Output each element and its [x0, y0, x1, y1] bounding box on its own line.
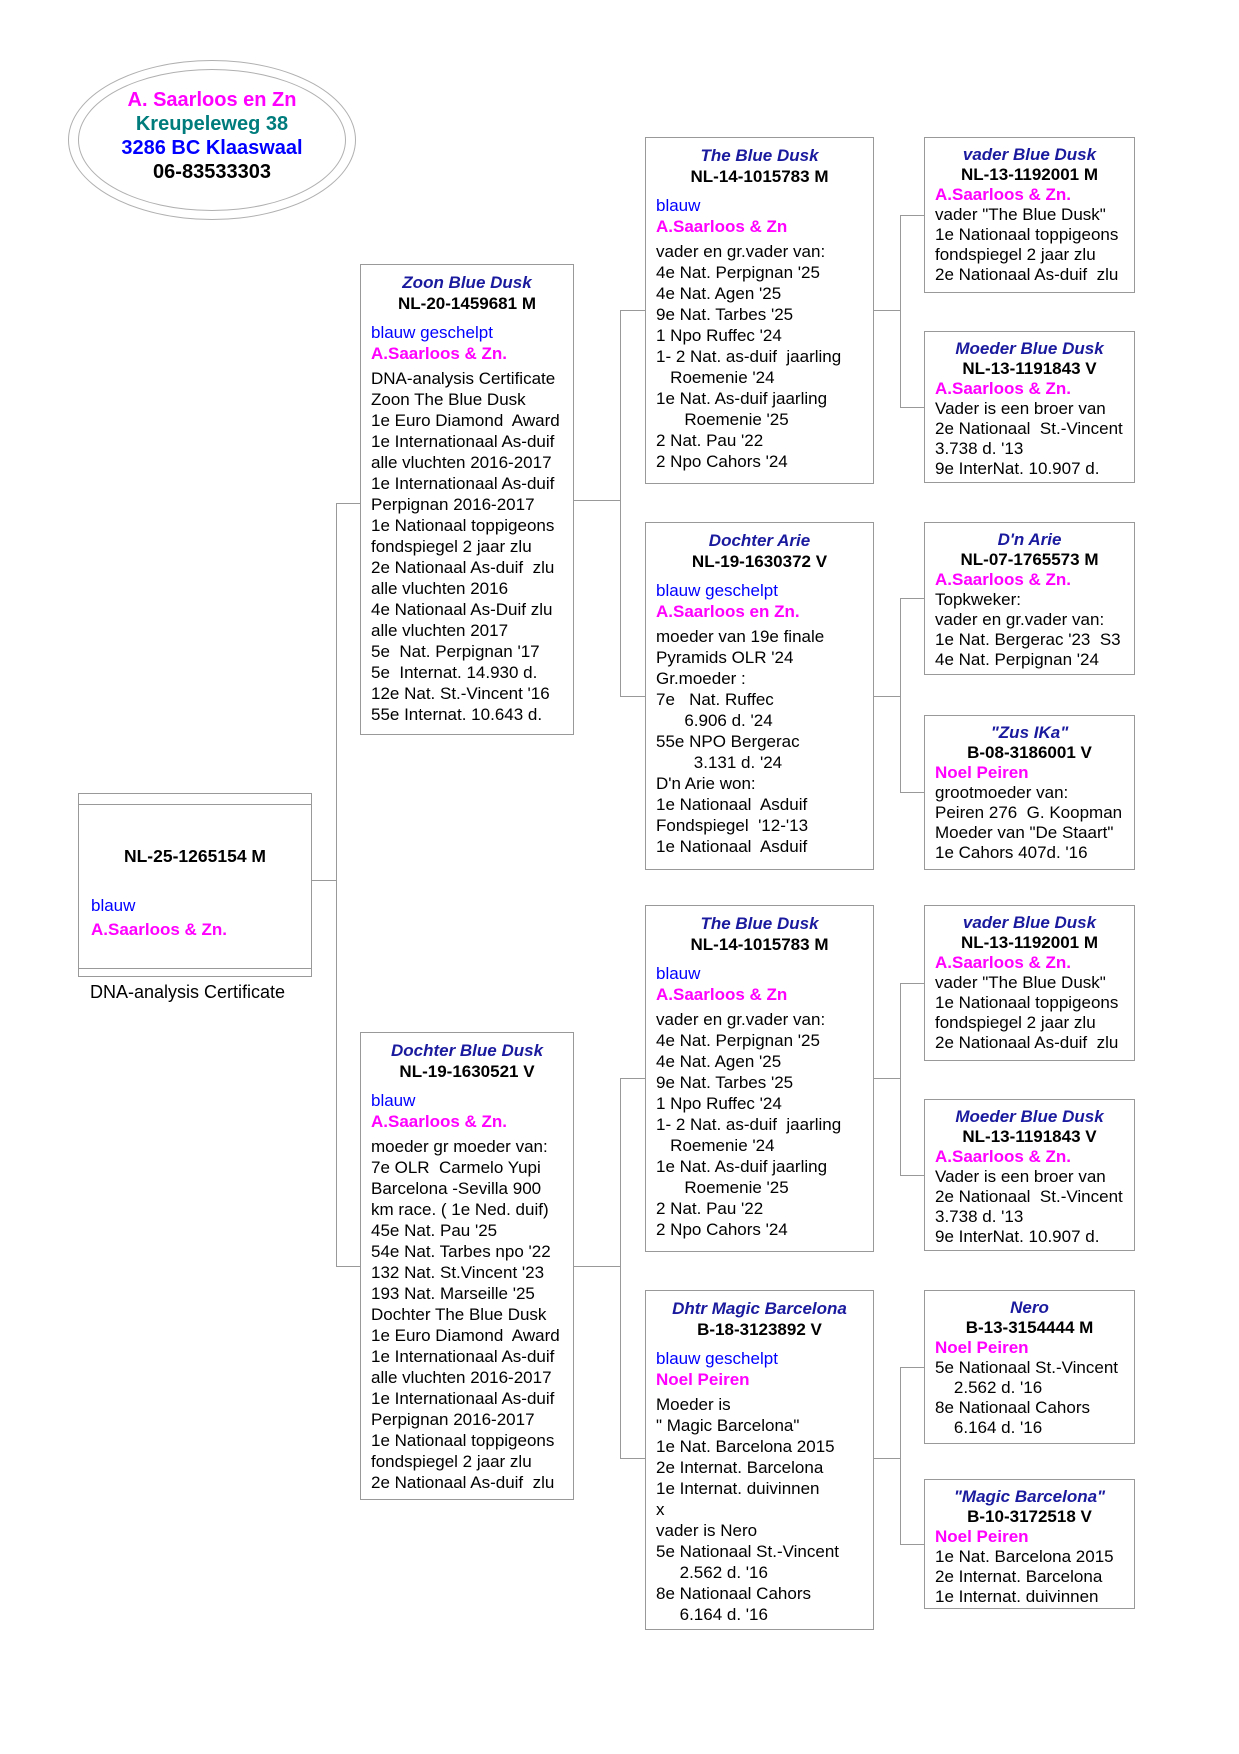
- text-line: 2e Nationaal St.-Vincent: [935, 1187, 1123, 1206]
- text-line: blauw: [371, 1091, 416, 1110]
- text-line: A.Saarloos & Zn.: [935, 570, 1072, 589]
- text-line: 4e Nat. Perpignan '25: [656, 263, 820, 282]
- text-line: 1 Npo Ruffec '24: [656, 1094, 782, 1113]
- connector-line: [900, 983, 901, 1176]
- text-line: 1e Nat. As-duif jaarling: [656, 389, 828, 408]
- text-line: Nero: [1010, 1298, 1049, 1317]
- box-the-blue-dusk-top: [645, 137, 874, 484]
- text-line: The Blue Dusk: [700, 914, 819, 933]
- text-line: A.Saarloos & Zn.: [935, 379, 1072, 398]
- text-line: blauw geschelpt: [656, 581, 778, 600]
- text-line: 2.562 d. '16: [935, 1378, 1043, 1397]
- text-line: A.Saarloos & Zn.: [371, 344, 508, 363]
- connector-line: [900, 215, 901, 408]
- text-line: 2e Internat. Barcelona: [935, 1567, 1103, 1586]
- connector-line: [874, 1078, 900, 1079]
- box-dochter-arie: [645, 522, 874, 870]
- text-line: Peiren 276 G. Koopman: [935, 803, 1123, 822]
- text-line: Moeder is: [656, 1395, 731, 1414]
- text-line: blauw: [656, 196, 701, 215]
- text-line: "Zus IKa": [990, 723, 1069, 742]
- text-line: 2e Nationaal As-duif zlu: [371, 558, 555, 577]
- connector-line: [620, 1078, 621, 1459]
- text-line: 5e Nat. Perpignan '17: [371, 642, 540, 661]
- text-line: 5e Nationaal St.-Vincent: [935, 1358, 1119, 1377]
- text-line: 1e Internationaal As-duif: [371, 432, 555, 451]
- text-line: NL-07-1765573 M: [960, 550, 1099, 569]
- text-line: blauw geschelpt: [371, 323, 493, 342]
- text-line: [646, 187, 873, 195]
- connector-line: [900, 1367, 901, 1544]
- text-line: 8e Nationaal Cahors: [935, 1398, 1090, 1417]
- text-line: A.Saarloos & Zn: [656, 985, 788, 1004]
- connector-line: [900, 215, 924, 216]
- box-vader-blue-dusk-bottom: [924, 905, 1135, 1061]
- text-line: 55e NPO Bergerac: [656, 732, 800, 751]
- text-line: vader is Nero: [656, 1521, 758, 1540]
- text-line: 06-83533303: [153, 161, 271, 183]
- connector-line: [900, 598, 924, 599]
- text-line: 9e Nat. Tarbes '25: [656, 1073, 794, 1092]
- divider: [79, 804, 311, 805]
- text-line: NL-20-1459681 M: [398, 294, 536, 313]
- connector-line: [874, 1458, 900, 1459]
- box-magic-barcelona: [924, 1479, 1135, 1609]
- connector-line: [900, 983, 924, 984]
- text-line: DNA-analysis Certificate: [371, 369, 556, 388]
- text-line: NL-13-1191843 V: [962, 1127, 1097, 1146]
- text-line: [361, 1082, 573, 1090]
- text-line: 1e Internationaal As-duif: [371, 474, 555, 493]
- text-line: 1e Euro Diamond Award: [371, 1326, 560, 1345]
- box-dn-arie: [924, 522, 1135, 675]
- connector-line: [900, 1175, 924, 1176]
- connector-line: [336, 1266, 360, 1267]
- text-line: Perpignan 2016-2017: [371, 1410, 535, 1429]
- text-line: A.Saarloos & Zn.: [371, 1112, 508, 1131]
- box-moeder-blue-dusk-top: [924, 331, 1135, 483]
- text-line: 6.164 d. '16: [656, 1605, 768, 1624]
- text-line: vader Blue Dusk: [962, 913, 1097, 932]
- text-line: 1e Internat. duivinnen: [656, 1479, 820, 1498]
- root-color-label: blauw: [91, 896, 136, 915]
- text-line: 1e Nationaal toppigeons: [371, 1431, 555, 1450]
- text-line: 2 Npo Cahors '24: [656, 452, 788, 471]
- text-line: vader en gr.vader van:: [935, 610, 1105, 629]
- text-line: Vader is een broer van: [935, 399, 1106, 418]
- text-line: 9e InterNat. 10.907 d.: [935, 459, 1100, 478]
- text-line: Perpignan 2016-2017: [371, 495, 535, 514]
- divider: [79, 968, 311, 969]
- connector-line: [620, 1078, 645, 1079]
- text-line: 12e Nat. St.-Vincent '16: [371, 684, 550, 703]
- text-line: Vader is een broer van: [935, 1167, 1106, 1186]
- text-line: A.Saarloos & Zn.: [935, 1147, 1072, 1166]
- text-line: A. Saarloos en Zn: [127, 89, 297, 111]
- text-line: [361, 314, 573, 322]
- dna-certificate-label: DNA-analysis Certificate: [90, 982, 286, 1002]
- text-line: 8e Nationaal Cahors: [656, 1584, 811, 1603]
- text-line: 3.738 d. '13: [935, 1207, 1024, 1226]
- breeder-info: [68, 88, 356, 184]
- text-line: Gr.moeder :: [656, 669, 746, 688]
- text-line: Moeder Blue Dusk: [955, 1107, 1104, 1126]
- text-line: 1 Npo Ruffec '24: [656, 326, 782, 345]
- text-line: 7e OLR Carmelo Yupi: [371, 1158, 541, 1177]
- text-line: NL-14-1015783 M: [690, 935, 829, 954]
- text-line: x: [656, 1500, 665, 1519]
- text-line: 1e Nationaal toppigeons: [935, 225, 1119, 244]
- text-line: Roemenie '24: [656, 1136, 775, 1155]
- connector-line: [620, 310, 621, 697]
- connector-line: [336, 503, 360, 504]
- text-line: NL-13-1192001 M: [960, 165, 1099, 184]
- box-zoon-blue-dusk: [360, 264, 574, 735]
- text-line: 2e Nationaal St.-Vincent: [935, 419, 1123, 438]
- text-line: Fondspiegel '12-'13: [656, 816, 809, 835]
- text-line: Roemenie '25: [656, 1178, 789, 1197]
- text-line: 4e Nationaal As-Duif zlu: [371, 600, 553, 619]
- text-line: 1e Nat. Barcelona 2015: [935, 1547, 1114, 1566]
- root-owner-label: A.Saarloos & Zn.: [91, 920, 228, 939]
- text-line: vader en gr.vader van:: [656, 1010, 826, 1029]
- box-vader-blue-dusk-top: [924, 137, 1135, 293]
- box-zus-ika: [924, 715, 1135, 870]
- text-line: [646, 572, 873, 580]
- connector-line: [336, 503, 337, 1267]
- text-line: A.Saarloos & Zn: [656, 217, 788, 236]
- text-line: Noel Peiren: [935, 1527, 1029, 1546]
- text-line: 55e Internat. 10.643 d.: [371, 705, 543, 724]
- box-moeder-blue-dusk-bottom: [924, 1099, 1135, 1251]
- text-line: 1e Nat. As-duif jaarling: [656, 1157, 828, 1176]
- text-line: Noel Peiren: [935, 1338, 1029, 1357]
- text-line: B-10-3172518 V: [967, 1507, 1092, 1526]
- connector-line: [312, 880, 336, 881]
- text-line: 6.906 d. '24: [656, 711, 773, 730]
- text-line: 2e Nationaal As-duif zlu: [935, 265, 1119, 284]
- text-line: D'n Arie won:: [656, 774, 756, 793]
- text-line: blauw geschelpt: [656, 1349, 778, 1368]
- text-line: A.Saarloos & Zn.: [935, 185, 1072, 204]
- text-line: Noel Peiren: [656, 1370, 750, 1389]
- text-line: 1e Euro Diamond Award: [371, 411, 560, 430]
- text-line: vader "The Blue Dusk": [935, 973, 1106, 992]
- text-line: Roemenie '25: [656, 410, 789, 429]
- text-line: fondspiegel 2 jaar zlu: [935, 245, 1096, 264]
- text-line: moeder van 19e finale: [656, 627, 825, 646]
- text-line: 193 Nat. Marseille '25: [371, 1284, 535, 1303]
- box-dhtr-magic-barcelona: [645, 1290, 874, 1630]
- connector-line: [900, 792, 924, 793]
- text-line: alle vluchten 2017: [371, 621, 509, 640]
- text-line: 3.131 d. '24: [656, 753, 783, 772]
- text-line: "Magic Barcelona": [953, 1487, 1106, 1506]
- text-line: NL-14-1015783 M: [690, 167, 829, 186]
- connector-line: [874, 310, 900, 311]
- connector-line: [900, 1367, 924, 1368]
- text-line: " Magic Barcelona": [656, 1416, 800, 1435]
- text-line: vader "The Blue Dusk": [935, 205, 1106, 224]
- text-line: A.Saarloos & Zn.: [935, 953, 1072, 972]
- connector-line: [620, 696, 645, 697]
- text-line: 54e Nat. Tarbes npo '22: [371, 1242, 551, 1261]
- text-line: 4e Nat. Perpignan '24: [935, 650, 1099, 669]
- text-line: A.Saarloos en Zn.: [656, 602, 800, 621]
- box-root-pigeon: [78, 793, 312, 977]
- text-line: Dochter The Blue Dusk: [371, 1305, 547, 1324]
- text-line: alle vluchten 2016-2017: [371, 453, 552, 472]
- text-line: 5e Internat. 14.930 d.: [371, 663, 538, 682]
- text-line: 2 Npo Cahors '24: [656, 1220, 788, 1239]
- text-line: [646, 1340, 873, 1348]
- text-line: NL-13-1192001 M: [960, 933, 1099, 952]
- text-line: 2e Nationaal As-duif zlu: [935, 1033, 1119, 1052]
- text-line: 1e Nationaal toppigeons: [935, 993, 1119, 1012]
- text-line: 2 Nat. Pau '22: [656, 1199, 764, 1218]
- text-line: 4e Nat. Agen '25: [656, 284, 782, 303]
- connector-line: [620, 1458, 645, 1459]
- box-the-blue-dusk-bottom: [645, 905, 874, 1252]
- text-line: Roemenie '24: [656, 368, 775, 387]
- connector-line: [900, 407, 924, 408]
- text-line: 132 Nat. St.Vincent '23: [371, 1263, 545, 1282]
- root-ring-number: NL-25-1265154 M: [123, 846, 267, 866]
- text-line: 5e Nationaal St.-Vincent: [656, 1542, 840, 1561]
- text-line: fondspiegel 2 jaar zlu: [371, 1452, 532, 1471]
- text-line: NL-13-1191843 V: [962, 359, 1097, 378]
- text-line: Noel Peiren: [935, 763, 1029, 782]
- text-line: The Blue Dusk: [700, 146, 819, 165]
- text-line: 3.738 d. '13: [935, 439, 1024, 458]
- text-line: Topkweker:: [935, 590, 1021, 609]
- text-line: Zoon The Blue Dusk: [371, 390, 526, 409]
- connector-line: [574, 1266, 620, 1267]
- text-line: 2.562 d. '16: [656, 1563, 768, 1582]
- text-line: fondspiegel 2 jaar zlu: [935, 1013, 1096, 1032]
- text-line: alle vluchten 2016-2017: [371, 1368, 552, 1387]
- text-line: 1e Internat. duivinnen: [935, 1587, 1099, 1606]
- connector-line: [900, 598, 901, 793]
- text-line: grootmoeder van:: [935, 783, 1069, 802]
- text-line: B-18-3123892 V: [697, 1320, 822, 1339]
- text-line: 1- 2 Nat. as-duif jaarling: [656, 1115, 842, 1134]
- text-line: fondspiegel 2 jaar zlu: [371, 537, 532, 556]
- text-line: 9e InterNat. 10.907 d.: [935, 1227, 1100, 1246]
- text-line: 1e Nat. Bergerac '23 S3: [935, 630, 1121, 649]
- text-line: 2e Internat. Barcelona: [656, 1458, 824, 1477]
- text-line: NL-19-1630521 V: [399, 1062, 535, 1081]
- connector-line: [574, 500, 620, 501]
- text-line: 1e Nationaal toppigeons: [371, 516, 555, 535]
- text-line: Pyramids OLR '24: [656, 648, 794, 667]
- text-line: 1e Cahors 407d. '16: [935, 843, 1088, 862]
- text-line: 1e Nationaal Asduif: [656, 795, 808, 814]
- text-line: 4e Nat. Perpignan '25: [656, 1031, 820, 1050]
- text-line: 45e Nat. Pau '25: [371, 1221, 498, 1240]
- text-line: 6.164 d. '16: [935, 1418, 1043, 1437]
- text-line: B-13-3154444 M: [965, 1318, 1094, 1337]
- text-line: 1e Nationaal Asduif: [656, 837, 808, 856]
- text-line: Zoon Blue Dusk: [402, 273, 532, 292]
- text-line: 1e Internationaal As-duif: [371, 1347, 555, 1366]
- text-line: [646, 955, 873, 963]
- text-line: vader en gr.vader van:: [656, 242, 826, 261]
- text-line: 1e Nat. Barcelona 2015: [656, 1437, 835, 1456]
- text-line: 2 Nat. Pau '22: [656, 431, 764, 450]
- text-line: Dochter Blue Dusk: [390, 1041, 544, 1060]
- text-line: moeder gr moeder van:: [371, 1137, 548, 1156]
- text-line: Kreupeleweg 38: [135, 113, 289, 135]
- text-line: km race. ( 1e Ned. duif): [371, 1200, 549, 1219]
- text-line: NL-19-1630372 V: [691, 552, 828, 571]
- text-line: 4e Nat. Agen '25: [656, 1052, 782, 1071]
- text-line: B-08-3186001 V: [967, 743, 1092, 762]
- text-line: blauw: [656, 964, 701, 983]
- connector-line: [900, 1544, 924, 1545]
- text-line: 3286 BC Klaaswaal: [121, 137, 303, 159]
- text-line: 7e Nat. Ruffec: [656, 690, 774, 709]
- text-line: alle vluchten 2016: [371, 579, 509, 598]
- text-line: Moeder Blue Dusk: [955, 339, 1104, 358]
- text-line: 9e Nat. Tarbes '25: [656, 305, 794, 324]
- text-line: Moeder van "De Staart": [935, 823, 1114, 842]
- text-line: 1e Internationaal As-duif: [371, 1389, 555, 1408]
- box-nero: [924, 1290, 1135, 1444]
- text-line: D'n Arie: [997, 530, 1062, 549]
- text-line: Dhtr Magic Barcelona: [672, 1299, 847, 1318]
- connector-line: [620, 310, 645, 311]
- box-dochter-blue-dusk: [360, 1032, 574, 1500]
- text-line: vader Blue Dusk: [962, 145, 1097, 164]
- text-line: 2e Nationaal As-duif zlu: [371, 1473, 555, 1492]
- connector-line: [874, 696, 900, 697]
- text-line: 1- 2 Nat. as-duif jaarling: [656, 347, 842, 366]
- text-line: Barcelona -Sevilla 900: [371, 1179, 542, 1198]
- text-line: Dochter Arie: [708, 531, 811, 550]
